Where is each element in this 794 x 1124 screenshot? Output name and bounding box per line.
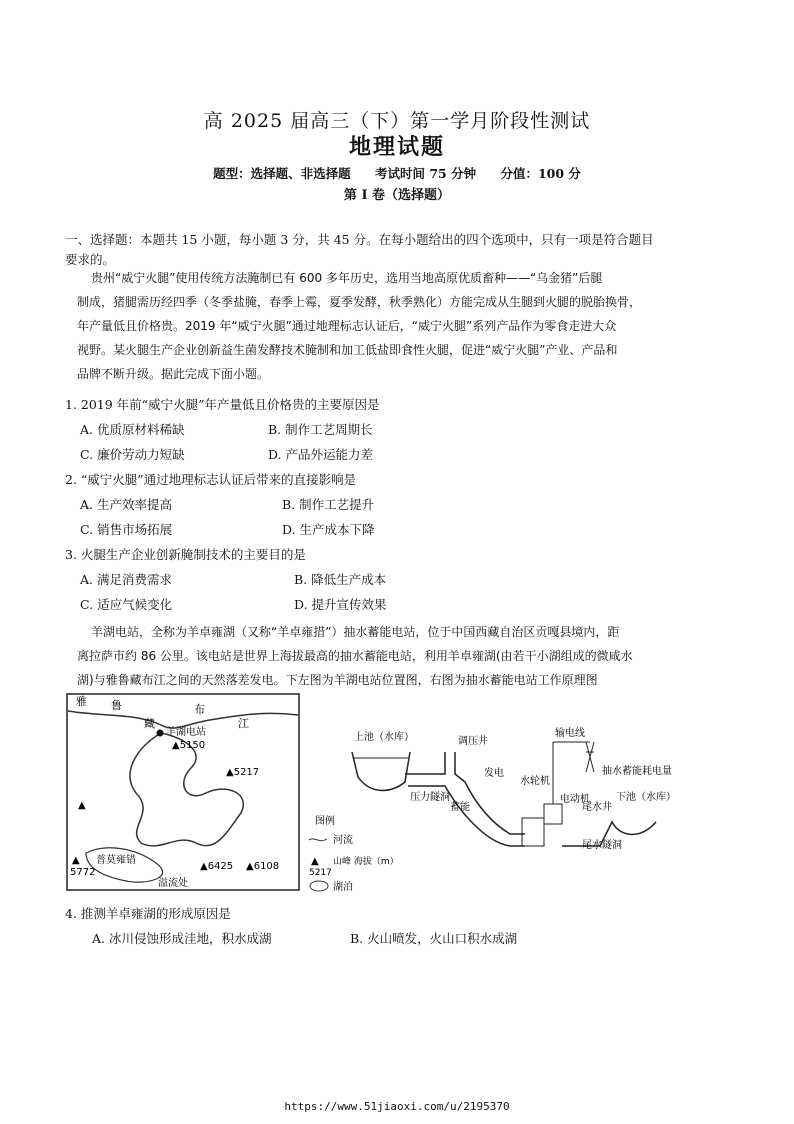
tower-icon (586, 742, 594, 772)
passage-line: 视野。某火腿生产企业创新益生菌发酵技术腌制和加工低盐即食性火腿，促进“威宁火腿”产业、产品和 (77, 343, 618, 357)
turbine-box (522, 818, 544, 846)
turbine-label: 水轮机 (520, 776, 550, 787)
pump-consumption-label: 抽水蓄能耗电量 (602, 766, 672, 777)
exam-time: 考试时间 75 分钟 (374, 166, 477, 181)
surge-shaft-label: 调压井 (458, 736, 488, 747)
generate-label: 发电 (484, 768, 504, 779)
legend-peak-icon: ▲ (311, 856, 319, 867)
pumped-storage-diagram (350, 722, 676, 887)
q1-option-d[interactable]: D. 产品外运能力差 (268, 447, 374, 462)
river-char: 江 (238, 717, 249, 730)
location-map (66, 693, 302, 893)
river-line (68, 711, 298, 728)
upper-reservoir-label: 上池（水库） (354, 732, 414, 743)
motor-label: 电动机 (560, 794, 590, 805)
q1-option-b[interactable]: B. 制作工艺周期长 (268, 422, 373, 437)
q2-option-c[interactable]: C. 销售市场拓展 (80, 522, 173, 537)
peak-icon: ▲ (72, 855, 80, 866)
passage-1 (77, 266, 717, 386)
tail-well-label: 尾水井 (582, 802, 612, 813)
peak-icon: ▲ (78, 800, 86, 811)
q1-option-c[interactable]: C. 廉价劳动力短缺 (80, 447, 185, 462)
q2-option-a[interactable]: A. 生产效率提高 (80, 497, 172, 512)
passage-line: 贵州“威宁火腿”使用传统方法腌制已有 600 多年历史，选用当地高原优质畜种——“乌金猪”后腿 (91, 271, 603, 285)
legend-lake-icon (310, 881, 328, 891)
tail-tunnel-label: 尾水隧洞 (582, 840, 622, 851)
lower-reservoir-label: 下池（水库） (616, 792, 676, 803)
tunnel-label: 压力隧洞 (410, 792, 450, 803)
question-1-stem: 1. 2019 年前“威宁火腿”年产量低且价格贵的主要原因是 (65, 397, 380, 412)
motor-box (544, 804, 562, 824)
question-4-stem: 4. 推测羊卓雍湖的形成原因是 (65, 906, 231, 921)
q4-option-b[interactable]: B. 火山喷发，火山口积水成湖 (350, 931, 518, 946)
outflow-label: 溢流处 (158, 878, 188, 889)
legend-title: 图例 (315, 816, 335, 827)
river-char: 雅 (76, 695, 87, 708)
question-2-stem: 2. “威宁火腿”通过地理标志认证后带来的直接影响是 (65, 472, 357, 487)
passage-line: 制成，猪腿需历经四季（冬季盐腌，春季上霉，夏季发酵，秋季熟化）方能完成从生腿到火腿的脱胎换骨， (77, 295, 642, 309)
passage-line: 品牌不断升级。据此完成下面小题。 (77, 367, 270, 381)
q2-option-b[interactable]: B. 制作工艺提升 (282, 497, 375, 512)
q4-option-a[interactable]: A. 冰川侵蚀形成洼地，积水成湖 (92, 931, 272, 946)
peak-label: ▲6425 (200, 861, 234, 872)
legend-peak-sample: 5217 (309, 868, 332, 878)
exam-score: 分值：100 分 (500, 166, 581, 181)
peak-label: 5772 (70, 867, 96, 878)
instruction-line: 要求的。 (65, 252, 116, 267)
passage-line: 年产量低且价格贵。2019 年“威宁火腿”通过地理标志认证后，“威宁火腿”系列产品作为零食走进大众 (77, 319, 617, 333)
river-char: 鲁 (111, 699, 122, 712)
q3-option-b[interactable]: B. 降低生产成本 (294, 572, 387, 587)
question-3-stem: 3. 火腿生产企业创新腌制技术的主要目的是 (65, 547, 306, 562)
passage-line: 羊湖电站，全称为羊卓雍湖（又称“羊卓雍措”）抽水蓄能电站，位于中国西藏自治区贡嘎县境内，距 (91, 625, 620, 639)
legend-lake: 湖泊 (333, 882, 353, 893)
exam-title: 高 2025 届高三（下）第一学月阶段性测试 (203, 110, 591, 132)
peak-label: ▲6108 (246, 861, 280, 872)
station-label: 羊湖电站 (166, 727, 206, 738)
q3-option-c[interactable]: C. 适应气候变化 (80, 597, 173, 612)
lake-label: 普莫雍错 (96, 855, 136, 866)
river-char: 布 (194, 703, 205, 716)
instruction-line: 一、选择题：本题共 15 小题，每小题 3 分，共 45 分。在每小题给出的四个选项中，只有一项是符合题目 (65, 232, 654, 247)
question-types: 题型：选择题、非选择题 (213, 166, 351, 181)
subject-title: 地理试题 (348, 134, 445, 160)
passage-2 (77, 620, 717, 692)
passage-line: 离拉萨市约 86 公里。该电站是世界上海拔最高的抽水蓄能电站，利用羊卓雍湖(由若干小湖组成的微咸水 (77, 649, 633, 663)
part-title: 第 I 卷（选择题） (343, 188, 451, 203)
passage-line: 湖)与雅鲁藏布江之间的天然落差发电。下左图为羊湖电站位置图，右图为抽水蓄能电站工作原理图 (77, 673, 598, 687)
exam-meta (0, 164, 794, 182)
q3-option-a[interactable]: A. 满足消费需求 (80, 572, 172, 587)
legend-peak: 山峰 海拔（m） (333, 857, 399, 867)
store-label: 蓄能 (450, 802, 470, 813)
legend-river: 河流 (333, 835, 353, 846)
q1-option-a[interactable]: A. 优质原材料稀缺 (80, 422, 185, 437)
footer-url[interactable]: https://www.51jiaoxi.com/u/2195370 (284, 1100, 510, 1113)
q2-option-d[interactable]: D. 生产成本下降 (282, 522, 375, 537)
station-dot (157, 730, 164, 737)
peak-label: ▲5217 (226, 767, 260, 778)
powerline-label: 输电线 (555, 728, 585, 739)
legend-river-icon (309, 839, 327, 841)
river-char: 藏 (144, 717, 155, 730)
peak-label: ▲5150 (172, 740, 206, 751)
q3-option-d[interactable]: D. 提升宣传效果 (294, 597, 387, 612)
